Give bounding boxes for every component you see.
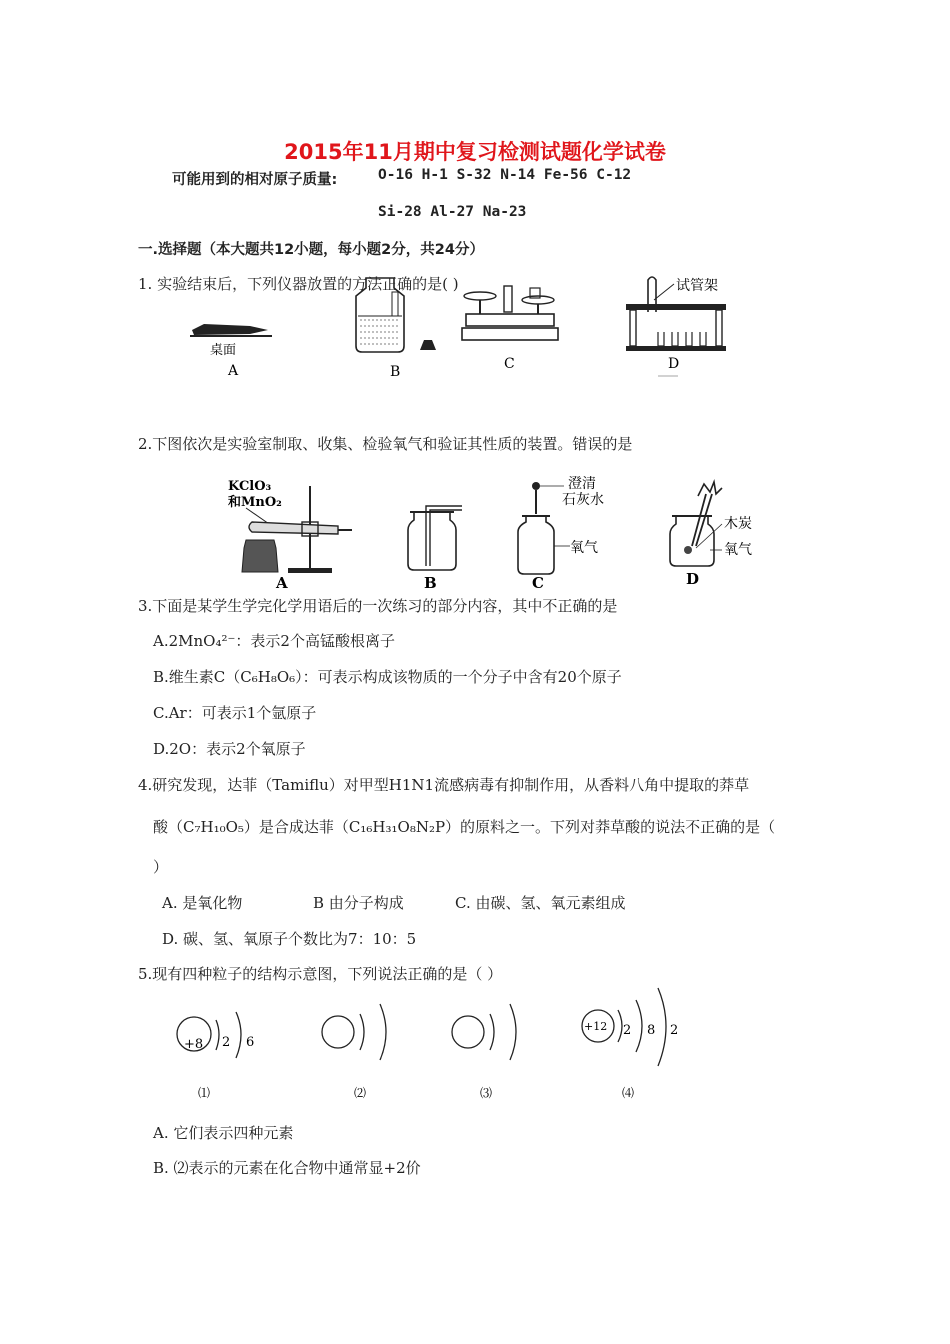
- balance-pan-left: [464, 292, 496, 300]
- q2-figure-d: [666, 478, 776, 593]
- question-5-text: 5.现有四种粒子的结构示意图，下列说法正确的是（ ）: [138, 965, 503, 983]
- question-1-text: 1. 实验结束后，下列仪器放置的方法正确的是( ): [138, 275, 459, 293]
- gas-jar-icon: [408, 512, 456, 570]
- charcoal-icon: [684, 546, 692, 554]
- q5-d1-shell1: 2: [222, 1035, 231, 1050]
- nucleus-circle: [322, 1016, 354, 1048]
- combustion-jar-icon: [670, 516, 714, 566]
- q3-option-a: A.2MnO₄²⁻：表示2个高锰酸根离子: [153, 632, 395, 650]
- nucleus-circle: [452, 1016, 484, 1048]
- dropper-bulb-icon: [532, 482, 540, 490]
- q1-figure-d: [618, 272, 748, 382]
- q5-option-b: B. ⑵表示的元素在化合物中通常显+2价: [153, 1159, 421, 1177]
- q2-figure-c: [512, 474, 642, 594]
- q5-option-a: A. 它们表示四种元素: [153, 1124, 294, 1142]
- rack-top: [626, 304, 726, 310]
- q5-d4-shell1: 2: [623, 1023, 632, 1038]
- question-4-line3: ）: [153, 858, 169, 876]
- q5-d4-nucleus: +12: [584, 1020, 608, 1033]
- question-3-text: 3.下面是某学生学完化学用语后的一次练习的部分内容，其中不正确的是: [138, 597, 618, 615]
- alcohol-lamp-icon: [242, 540, 278, 572]
- q2-kclo3-label: KClO₃: [228, 479, 272, 494]
- q4-option-a: A. 是氧化物: [162, 894, 243, 912]
- q1-figure-c: [460, 284, 560, 374]
- atomic-mass-line1: O-16 H-1 S-32 N-14 Fe-56 C-12: [378, 167, 632, 183]
- stopper-icon: [420, 340, 436, 350]
- tongs-icon: [698, 482, 722, 496]
- atomic-mass-line2: Si-28 Al-27 Na-23: [378, 204, 527, 220]
- q1-label-c: C: [504, 356, 515, 372]
- page-title: 2015年11月期中复习检测试题化学试卷: [284, 140, 666, 164]
- q5-d1-shell2: 6: [246, 1035, 255, 1050]
- q1-label-b: B: [390, 364, 401, 380]
- balance-base: [462, 328, 558, 340]
- iron-stand-base: [288, 568, 332, 573]
- q2-charcoal-label: 木炭: [724, 516, 752, 532]
- q2-label-a: A: [276, 574, 288, 592]
- q5-d1-nucleus: +8: [184, 1037, 204, 1052]
- q3-option-b: B.维生素C（C₆H₈O₆）：可表示构成该物质的一个分子中含有20个原子: [153, 668, 622, 686]
- q2-limewater-label2: 石灰水: [562, 492, 604, 508]
- reagent-bottle-icon: [356, 278, 404, 352]
- q5-diagram-4: [578, 966, 698, 1106]
- q2-figure-b: [400, 500, 470, 595]
- q2-label-b: B: [424, 574, 437, 592]
- oxygen-jar-icon: [518, 516, 554, 574]
- q3-option-c: C.Ar：可表示1个氩原子: [153, 704, 317, 722]
- q2-figure-a: [228, 476, 368, 591]
- q1-label-a: A: [228, 363, 239, 379]
- q5-diagram-2: [318, 998, 428, 1108]
- q5-diagram-1: [170, 998, 280, 1108]
- q2-mno2-label: 和MnO₂: [228, 495, 282, 510]
- q1-figure-b: [352, 274, 442, 380]
- atomic-mass-label: 可能用到的相对原子质量:: [172, 172, 338, 188]
- q5-d2-caption: ⑵: [354, 1086, 367, 1100]
- q2-label-d: D: [686, 570, 700, 588]
- q5-d1-caption: ⑴: [198, 1086, 211, 1100]
- test-tube-icon: [192, 324, 268, 335]
- q1-figure-a: [190, 318, 280, 378]
- q2-oxygen-label-c: 氧气: [570, 540, 598, 556]
- q5-diagram-3: [448, 998, 558, 1108]
- rack-base: [626, 346, 726, 351]
- balance-pan-right: [522, 296, 554, 304]
- heated-test-tube: [249, 522, 338, 534]
- balance-beam: [466, 314, 554, 326]
- question-4-line2: 酸（C₇H₁₀O₅）是合成达菲（C₁₆H₃₁O₈N₂P）的原料之一。下列对莽草酸的说法不正确的是（: [153, 818, 776, 836]
- q2-label-c: C: [532, 574, 544, 592]
- q4-option-d: D. 碳、氢、氧原子个数比为7：10：5: [162, 930, 417, 948]
- q5-d3-caption: ⑶: [480, 1086, 493, 1100]
- q2-limewater-label1: 澄清: [568, 476, 596, 492]
- q3-option-d: D.2O：表示2个氧原子: [153, 740, 306, 758]
- section-heading: 一.选择题（本大题共12小题，每小题2分，共24分）: [138, 242, 484, 258]
- q5-d4-caption: ⑷: [622, 1086, 635, 1100]
- q2-oxygen-label-d: 氧气: [724, 542, 752, 558]
- q5-d4-shell2: 8: [647, 1023, 656, 1038]
- q1-label-d: D: [668, 356, 680, 372]
- q4-option-b: B 由分子构成: [313, 894, 404, 912]
- q4-option-c: C. 由碳、氢、氧元素组成: [455, 894, 626, 912]
- q1-rack-label: 试管架: [676, 278, 718, 294]
- question-4-line1: 4.研究发现，达菲（Tamiflu）对甲型H1N1流感病毒有抑制作用，从香料八角中提取的莽草: [138, 776, 750, 794]
- question-2-text: 2.下图依次是实验室制取、收集、检验氧气和验证其性质的装置。错误的是: [138, 435, 633, 453]
- q5-d4-shell3: 2: [670, 1023, 679, 1038]
- q1-desk-label: 桌面: [210, 343, 237, 358]
